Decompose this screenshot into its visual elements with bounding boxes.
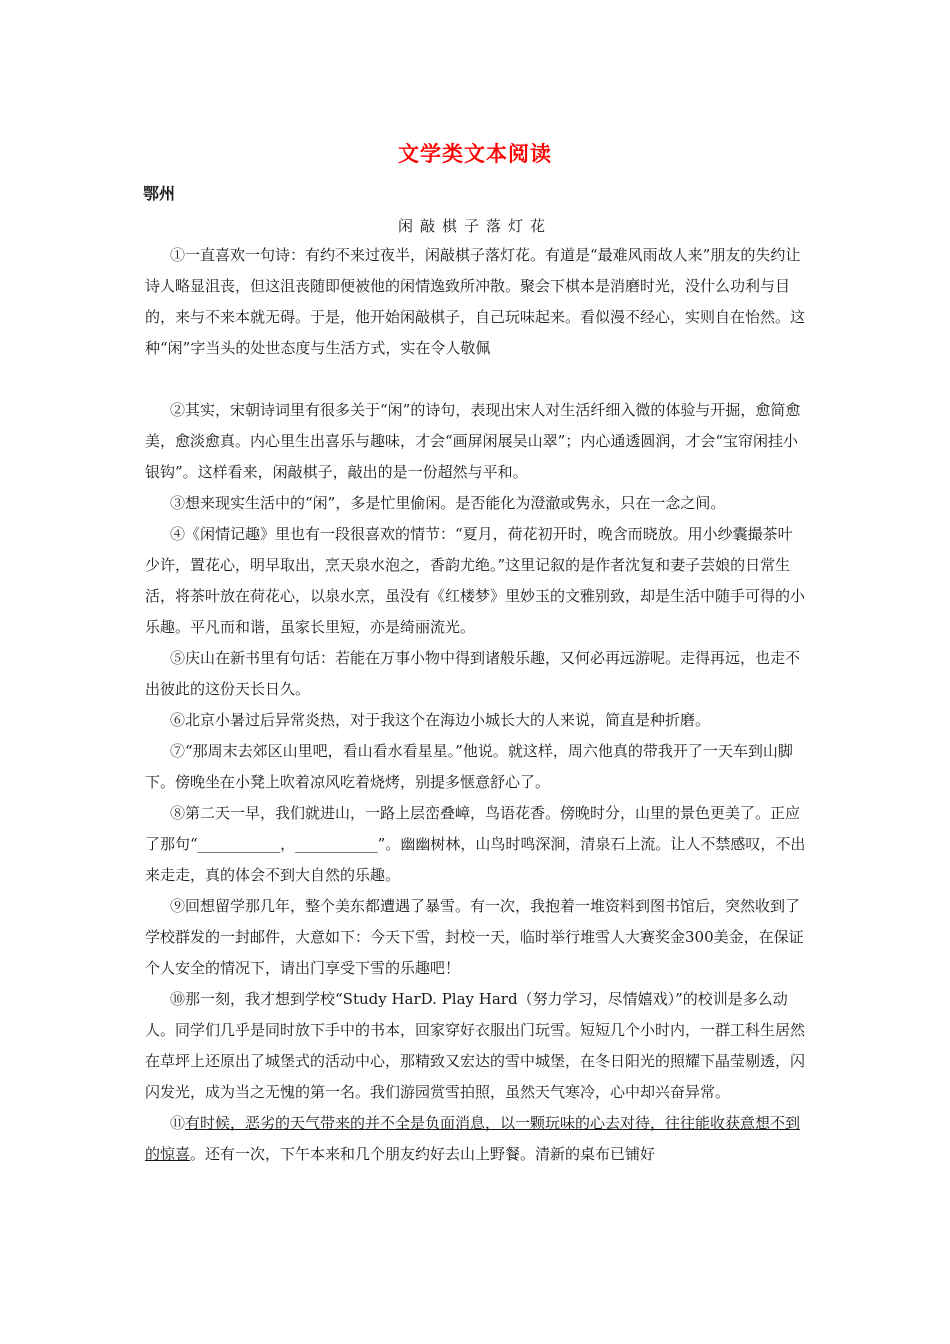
article-body <box>145 240 807 1170</box>
paragraph-11-rest: 。还有一次，下午本来和几个朋友约好去山上野餐。清新的桌布已铺好 <box>190 1145 656 1163</box>
paragraph-9: ⑨回想留学那几年，整个美东都遭遇了暴雪。有一次，我抱着一堆资料到图书馆后，突然收到了学校群发的一封邮件，大意如下：今天下雪，封校一天，临时举行堆雪人大赛奖金300美金，在保证个人安全的情况下，请出门享受下雪的乐趣吧！ <box>145 897 804 977</box>
underlined-sentence: 有时候，恶劣的天气带来的并不全是负面消息，以一颗玩味的心去对待，往往能收获意想不到的惊喜 <box>145 1114 801 1163</box>
paragraph-3: ③想来现实生活中的“闲”，多是忙里偷闲。是否能化为澄澈或隽永，只在一念之间。 <box>170 494 726 512</box>
paragraph-2: ②其实，宋朝诗词里有很多关于“闲”的诗句，表现出宋人对生活纤细入微的体验与开掘，愈简愈美，愈淡愈真。内心里生出喜乐与趣味，才会“画屏闲展吴山翠”；内心通透圆润，才会“宝帘闲挂小银钩”。这样看来，闲敲棋子，敲出的是一份超然与平和。 <box>145 401 801 481</box>
paragraph-8: ⑧第二天一早，我们就进山，一路上层峦叠嶂，鸟语花香。傍晚时分，山里的景色更美了。正应了那句“___________，___________”。幽幽树林，山鸟时鸣深涧，清泉石上流。让人不禁感叹，不出来走走，真的体会不到大自然的乐趣。 <box>145 804 806 884</box>
paragraph-4: ④《闲情记趣》里也有一段很喜欢的情节：“夏月，荷花初开时，晚含而晓放。用小纱囊撮茶叶少许，置花心，明早取出，烹天泉水泡之，香韵尤绝。”这里记叙的是作者沈复和妻子芸娘的日常生活，将茶叶放在荷花心，以泉水烹，虽没有《红楼梦》里妙玉的文雅别致，却是生活中随手可得的小乐趣。平凡而和谐，虽家长里短，亦是绮丽流光。 <box>145 525 806 636</box>
paragraph-10: ⑩那一刻，我才想到学校“Study HarD. Play Hard（努力学习，尽情嬉戏）”的校训是多么动人。同学们几乎是同时放下手中的书本，回家穿好衣服出门玩雪。短短几个小时内，一群工科生居然在草坪上还原出了城堡式的活动中心，那精致又宏达的雪中城堡，在冬日阳光的照耀下晶莹剔透，闪闪发光，成为当之无愧的第一名。我们游园赏雪拍照，虽然天气寒冷，心中却兴奋异常。 <box>145 990 806 1101</box>
paragraph-11-number: ⑪ <box>170 1114 186 1132</box>
region-label: 鄂州 <box>143 184 176 203</box>
page-title: 文学类文本阅读 <box>398 142 552 166</box>
paragraph-11 <box>145 1108 807 1170</box>
paragraph-5: ⑤庆山在新书里有句话：若能在万事小物中得到诸般乐趣，又何必再远游呢。走得再远，也走不出彼此的这份天长日久。 <box>145 649 801 698</box>
paragraph-1: ①一直喜欢一句诗：有约不来过夜半，闲敲棋子落灯花。有道是“最难风雨故人来”朋友的失约让诗人略显沮丧，但这沮丧随即便被他的闲情逸致所冲散。聚会下棋本是消磨时光，没什么功利与目的，来与不来本就无碍。于是，他开始闲敲棋子，自己玩味起来。看似漫不经心，实则自在怡然。这种“闲”字当头的处世态度与生活方式，实在令人敬佩 <box>145 246 806 357</box>
paragraph-7: ⑦“那周末去郊区山里吧，看山看水看星星。”他说。就这样，周六他真的带我开了一天车到山脚下。傍晚坐在小凳上吹着凉风吃着烧烤，别提多惬意舒心了。 <box>145 742 793 791</box>
story-title: 闲敲棋子落灯花 <box>397 217 552 235</box>
paragraph-6: ⑥北京小暑过后异常炎热，对于我这个在海边小城长大的人来说，简直是种折磨。 <box>170 711 711 729</box>
